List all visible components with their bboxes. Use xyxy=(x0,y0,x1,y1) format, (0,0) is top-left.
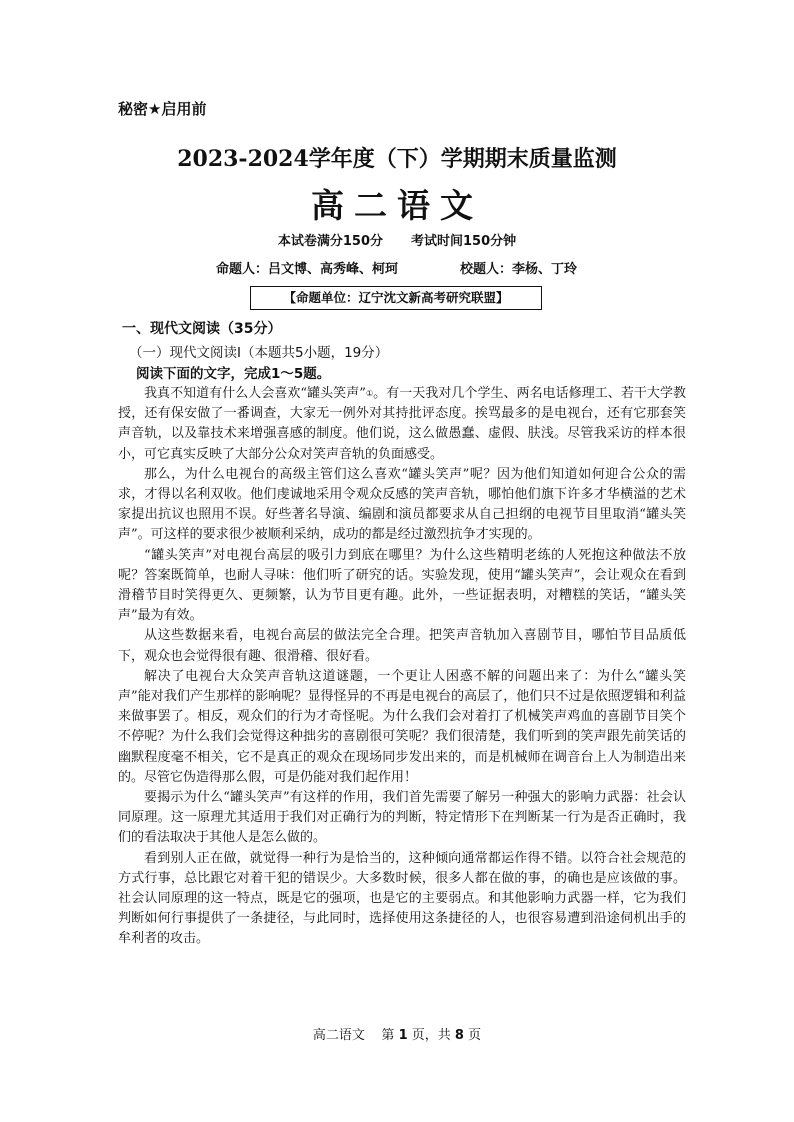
exam-meta xyxy=(0,230,794,249)
paragraph: 看到别人正在做，就觉得一种行为是恰当的，这种倾向通常都运作得不错。以符合社会规范的方式行事，总比跟它对着干犯的错误少。大多数时候，很多人都在做的事，的确也是应该做的事。社会认同原理的这一特点，既是它的强项，也是它的主要弱点。和其他影响力武器一样，它为我们判断如何行事提供了一条捷径，与此同时，选择使用这条捷径的人，也很容易遭到沿途伺机出手的牟利者的攻击。 xyxy=(118,850,686,947)
instruction: 阅读下面的文字，完成1～5题。 xyxy=(136,366,331,382)
footer-text: 第 xyxy=(381,1028,395,1043)
paragraph: 从这些数据来看，电视台高层的做法完全合理。把笑声音轨加入喜剧节目，哪怕节目品质低下，观众也会觉得很有趣、很滑稽、很好看。 xyxy=(118,628,686,664)
score-info: 本试卷满分150分 xyxy=(277,234,383,249)
time-info: 考试时间150分钟 xyxy=(411,234,517,249)
page-total: 8 xyxy=(454,1028,464,1043)
paragraph: 要揭示为什么“罐头笑声”有这样的作用，我们首先需要了解另一种强大的影响力武器：社会认同原理。这一原理尤其适用于我们对正确行为的判断，特定情形下在判断某一行为是否正确时，我们的看法取决于其他人是怎么做的。 xyxy=(118,790,686,846)
page-number: 1 xyxy=(398,1028,408,1043)
organizer-box: 【命题单位：辽宁沈文新高考研究联盟】 xyxy=(250,286,542,310)
page-footer xyxy=(0,1024,794,1043)
footer-text: 页，共 xyxy=(411,1028,451,1043)
footer-text: 页 xyxy=(468,1028,482,1043)
footer-subject: 高二语文 xyxy=(312,1028,365,1043)
paragraph xyxy=(118,384,686,465)
section-heading: 一、现代文阅读（35分） xyxy=(122,321,282,337)
paragraph: 解决了电视台大众笑声音轨这道谜题，一个更让人困惑不解的问题出来了：为什么“罐头笑声”能对我们产生那样的影响呢？显得怪异的不再是电视台的高层了，他们只不过是依照逻辑和利益来做事罢了。相反，观众们的行为才奇怪呢。为什么我们会对着打了机械笑声鸡血的喜剧节目笑个不停呢？为什么我们会觉得这种拙劣的喜剧很可笑呢？我们很清楚，我们听到的笑声跟先前笑话的幽默程度毫不相关，它不是真正的观众在现场同步发出来的，而是机械师在调音台上人为制造出来的。尽管它伪造得那么假，可是仍能对我们起作用！ xyxy=(118,668,686,785)
authors: 命题人：吕文博、高秀峰、柯珂 xyxy=(216,262,399,277)
passage xyxy=(118,384,686,950)
confidential-label: 秘密★启用前 xyxy=(118,100,207,118)
footnote-marker: ① xyxy=(365,389,374,398)
paragraph-text: 。有一天我对几个学生、两名电话修理工、若干大学教授，还有保安做了一番调查，大家无一例外对其持批评态度。挨骂最多的是电视台，还有它那套笑声音轨，以及靠技术来增强喜感的制度。他们说，这么做愚蠢、虚假、肤浅。尽管我采访的样本很小，可它真实反映了大部分公众对笑声音轨的负面感受。 xyxy=(118,386,686,462)
paragraph: “罐头笑声”对电视台高层的吸引力到底在哪里？为什么这些精明老练的人死抱这种做法不放呢？答案既简单，也耐人寻味：他们听了研究的话。实验发现，使用“罐头笑声”，会让观众在看到滑稽节目时笑得更久、更频繁，认为节目更有趣。此外，一些证据表明，对糟糕的笑话，“罐头笑声”最为有效。 xyxy=(118,547,686,624)
exam-title: 2023-2024学年度（下）学期期末质量监测 xyxy=(177,146,617,172)
subsection-heading: （一）现代文阅读Ⅰ（本题共5小题，19分） xyxy=(129,345,389,361)
paragraph-text: 我真不知道有什么人会喜欢“罐头笑声” xyxy=(144,386,366,401)
subject-title: 高二语文 xyxy=(311,186,483,225)
paragraph: 那么，为什么电视台的高级主管们这么喜欢“罐头笑声”呢？因为他们知道如何迎合公众的需求，才得以名利双收。他们虔诚地采用令观众反感的笑声音轨，哪怕他们旗下许多才华横溢的艺术家提出抗议也照用不误。好些著名导演、编剧和演员都要求从自己担纲的电视节目里取消“罐头笑声”。可这样的要求很少被顺利采纳，成功的都是经过激烈抗争才实现的。 xyxy=(118,466,686,543)
reviewers: 校题人：李杨、丁玲 xyxy=(460,262,578,277)
